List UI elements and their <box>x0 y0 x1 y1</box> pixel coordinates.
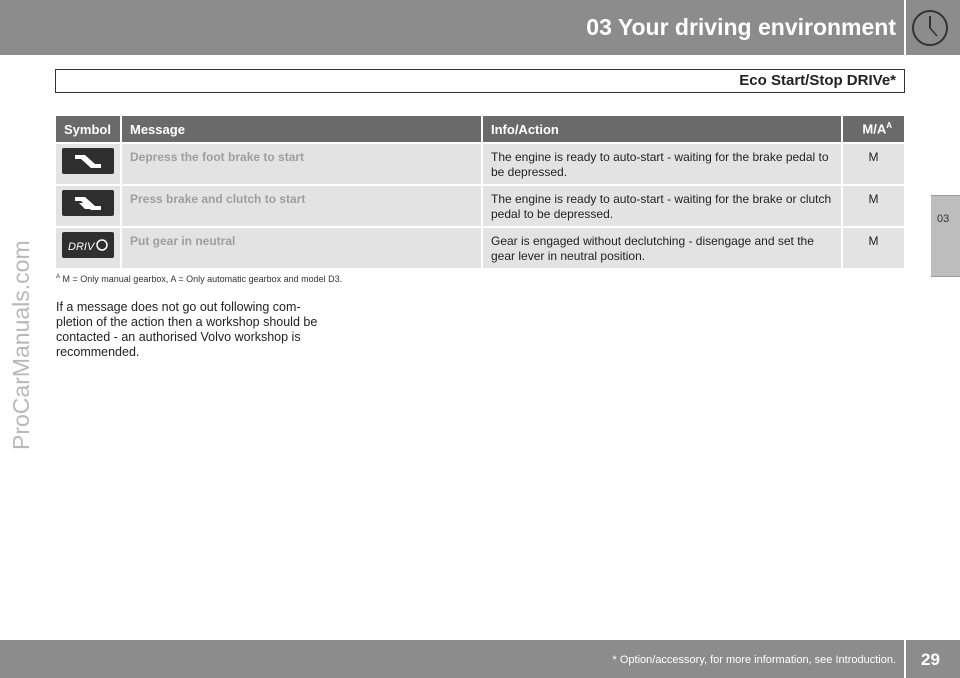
info-cell: The engine is ready to auto-start - waiting for the brake pedal to be depressed. <box>483 142 843 184</box>
col-ma-footnote-marker: A <box>886 121 892 131</box>
footnote-marker: A <box>56 274 61 280</box>
table-row <box>56 142 904 184</box>
message-cell: Depress the foot brake to start <box>122 142 483 184</box>
gauge-icon <box>910 8 950 48</box>
section-title: Eco Start/Stop DRIVe* <box>739 72 896 89</box>
ma-cell: M <box>843 142 904 184</box>
svg-text:DRIV: DRIV <box>68 241 95 253</box>
col-message: Message <box>122 116 483 142</box>
message-cell: Press brake and clutch to start <box>122 184 483 226</box>
col-ma <box>843 116 904 142</box>
message-cell: Put gear in neutral <box>122 226 483 268</box>
symbol-cell <box>56 142 122 184</box>
symbol-cell <box>56 184 122 226</box>
chapter-tab[interactable] <box>931 195 960 277</box>
table-header-row <box>56 116 904 142</box>
table-row <box>56 226 904 268</box>
body-text: If a message does not go out following com-pletion of the action then a workshop should be contacted - an authorised Volvo workshop is recommended. <box>56 300 318 359</box>
footnote <box>56 274 342 284</box>
brake-clutch-icon <box>62 190 114 216</box>
ma-cell: M <box>843 184 904 226</box>
ma-cell: M <box>843 226 904 268</box>
message-table <box>56 116 904 268</box>
section-title-box <box>55 69 905 93</box>
footer-note: * Option/accessory, for more information, see Introduction. <box>612 654 896 666</box>
symbol-cell <box>56 226 122 268</box>
col-symbol: Symbol <box>56 116 122 142</box>
chapter-tab-label: 03 <box>937 213 950 225</box>
page-title: 03 Your driving environment <box>586 14 896 40</box>
info-cell: Gear is engaged without declutching - disengage and set the gear lever in neutral position. <box>483 226 843 268</box>
info-cell: The engine is ready to auto-start - waiting for the brake or clutch pedal to be depressed. <box>483 184 843 226</box>
table-row <box>56 184 904 226</box>
col-info: Info/Action <box>483 116 843 142</box>
footnote-text: M = Only manual gearbox, A = Only automatic gearbox and model D3. <box>62 274 343 284</box>
foot-brake-icon <box>62 148 114 174</box>
page-number: 29 <box>921 650 940 669</box>
drive-logo-icon <box>62 232 114 258</box>
col-ma-label: M/A <box>862 121 887 137</box>
